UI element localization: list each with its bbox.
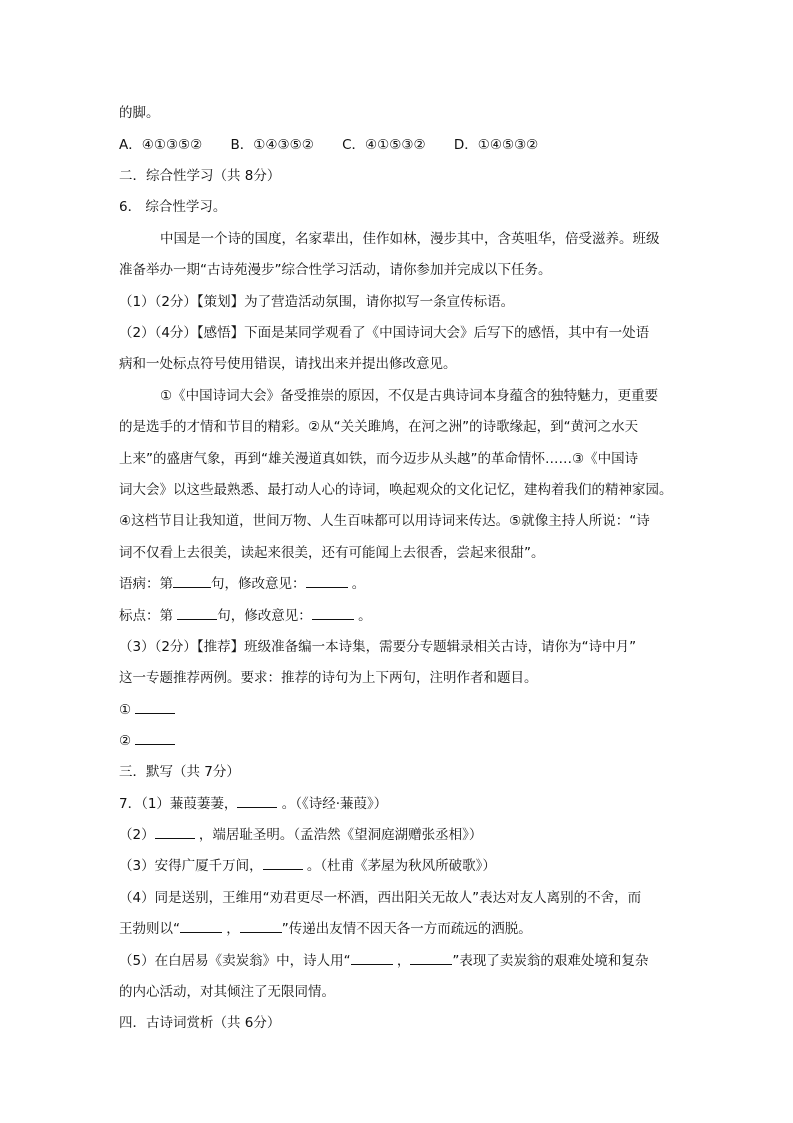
answer-blank[interactable]: [306, 575, 348, 588]
passage-line: ④这档节目让我知道，世间万物、人生百味都可以用诗词来传达。⑤就像主持人所说：“诗: [119, 513, 650, 529]
answer-blank[interactable]: [240, 920, 282, 933]
grammar-error-answer: 语病：第 句，修改意见： 。: [119, 576, 366, 592]
passage-line: 上来”的盛唐气象，再到“雄关漫道真如铁，而今迈步从头越”的革命情怀……③《中国诗: [119, 451, 639, 467]
answer-blank[interactable]: [410, 952, 452, 965]
passage-line: 词不仅看上去很美，读起来很美，还有可能闻上去很香，尝起来很甜”。: [119, 545, 545, 561]
answer-blank[interactable]: [173, 575, 211, 588]
answer-blank[interactable]: [263, 857, 303, 870]
dictation-item: （4）同是送别，王维用“劝君更尽一杯酒，西出阳关无故人”表达对友人离别的不舍，而: [119, 890, 642, 906]
task-line: （1）（2分）【策划】为了营造活动氛围，请你拟写一条宣传标语。: [119, 294, 515, 310]
option-d: D．①④⑤③②: [453, 137, 539, 153]
answer-options: [119, 136, 562, 154]
answer-blank[interactable]: [312, 607, 354, 620]
passage-line: ①《中国诗词大会》备受推崇的原因，不仅是古典诗词本身蕴含的独特魅力，更重要: [160, 388, 659, 404]
task-line: （3）（2分）【推荐】班级准备编一本诗集，需要分专题辑录相关古诗，请你为“诗中月”: [119, 639, 637, 655]
paragraph-line: 准备举办一期“古诗苑漫步”综合性学习活动，请你参加并完成以下任务。: [119, 262, 552, 278]
dictation-item: （3）安得广厦千万间， 。（杜甫《茅屋为秋风所破歌》）: [119, 858, 496, 874]
answer-blank[interactable]: [135, 701, 175, 714]
question-title: 6． 综合性学习。: [119, 199, 227, 215]
task-line: （2）（4分）【感悟】下面是某同学观看了《中国诗词大会》后写下的感悟，其中有一处语: [119, 325, 650, 341]
answer-blank[interactable]: [180, 920, 222, 933]
task-line: 病和一处标点符号使用错误，请找出来并提出修改意见。: [119, 356, 457, 372]
recommend-answer-2: ②: [119, 732, 175, 750]
answer-blank[interactable]: [135, 732, 175, 745]
answer-blank[interactable]: [177, 607, 217, 620]
dictation-item: 王勃则以“ ， ”传递出友情不因天各一方而疏远的洒脱。: [119, 921, 532, 937]
dictation-item: 的内心活动，对其倾注了无限同情。: [119, 984, 335, 1000]
dictation-item: （5）在白居易《卖炭翁》中，诗人用“ ， ”表现了卖炭翁的艰难处境和复杂: [119, 953, 649, 969]
dictation-item: （2） ，端居耻圣明。（孟浩然《望洞庭湖赠张丞相》）: [119, 827, 483, 843]
text-line: 的脚。: [119, 105, 160, 121]
recommend-answer-1: ①: [119, 701, 175, 719]
option-c: C．④①⑤③②: [342, 137, 426, 153]
option-a: A．④①③⑤②: [119, 137, 203, 153]
answer-blank[interactable]: [155, 826, 195, 839]
answer-blank[interactable]: [351, 952, 393, 965]
dictation-item: 7．（1）蒹葭萋萋， 。（《诗经·蒹葭》）: [119, 796, 388, 812]
passage-line: 的是选手的才情和节目的精彩。②从“关关雎鸠，在河之洲”的诗歌缘起，到“黄河之水天: [119, 419, 639, 435]
passage-line: 词大会》以这些最熟悉、最打动人心的诗词，唤起观众的文化记忆，建构着我们的精神家园。: [119, 482, 673, 498]
option-b: B．①④③⑤②: [230, 137, 314, 153]
paragraph-line: 中国是一个诗的国度，名家辈出，佳作如林，漫步其中，含英咀华，倍受滋养。班级: [160, 231, 660, 247]
task-line: 这一专题推荐两例。要求：推荐的诗句为上下两句，注明作者和题目。: [119, 670, 538, 686]
section-heading: 四．古诗词赏析（共 6分）: [119, 1015, 281, 1031]
answer-blank[interactable]: [237, 795, 277, 808]
section-heading: 三．默写（共 7分）: [119, 764, 240, 780]
punctuation-error-answer: 标点：第 句，修改意见： 。: [119, 608, 372, 624]
section-heading: 二．综合性学习（共 8分）: [119, 168, 281, 184]
